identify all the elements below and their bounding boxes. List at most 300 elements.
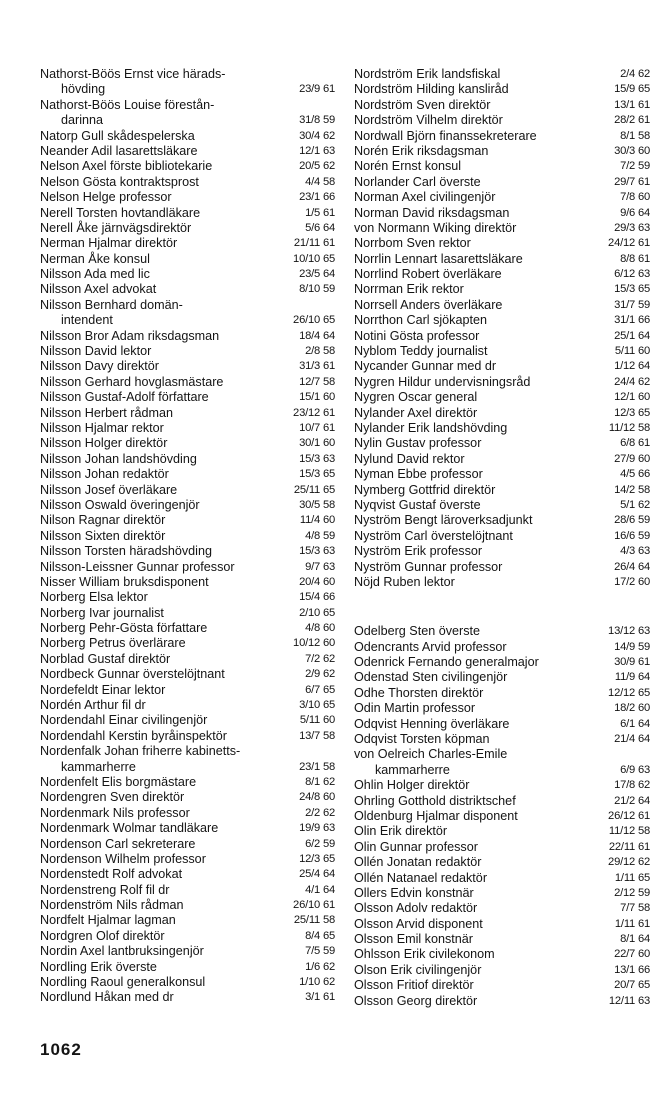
entry-name: Olsson Arvid disponent — [354, 916, 483, 931]
entry-name: Norberg Ivar journalist — [40, 605, 164, 620]
entry-line — [354, 978, 650, 993]
entry-name: Nordbeck Gunnar överstelöjtnant — [40, 667, 225, 682]
entry-date: 8/1 64 — [620, 933, 650, 946]
directory-entry — [40, 929, 335, 944]
entry-date: 26/10 61 — [293, 899, 335, 912]
entry-date: 1/6 62 — [305, 960, 335, 973]
entry-date: 25/11 65 — [293, 483, 335, 496]
entry-name: Nathorst-Böös Louise förestån- — [40, 97, 215, 112]
entry-line — [40, 206, 335, 221]
directory-entry — [40, 175, 335, 190]
directory-entry — [354, 221, 650, 236]
entry-line — [40, 452, 335, 467]
directory-entry — [40, 544, 335, 559]
directory-entry — [354, 483, 650, 498]
directory-entry — [40, 683, 335, 698]
entry-name: Nygren Oscar general — [354, 390, 478, 405]
entry-date: 20/5 62 — [299, 160, 335, 173]
directory-entry — [40, 590, 335, 605]
entry-line — [354, 483, 650, 498]
entry-date: 30/4 62 — [299, 129, 335, 142]
entry-name: Nilsson Johan redaktör — [40, 467, 169, 482]
entry-line — [40, 806, 335, 821]
entry-name: Nilson Ragnar direktör — [40, 513, 166, 528]
entry-date: 1/5 61 — [305, 206, 335, 219]
entry-name: Oldenburg Hjalmar disponent — [354, 808, 518, 823]
directory-entry — [40, 975, 335, 990]
directory-entry — [354, 175, 650, 190]
directory-entry — [40, 129, 335, 144]
entry-name: von Normann Wiking direktör — [354, 220, 517, 235]
entry-date: 23/5 64 — [299, 268, 335, 281]
directory-entry — [40, 421, 335, 436]
entry-date: 8/1 62 — [305, 775, 335, 788]
entry-name: Norlander Carl överste — [354, 174, 481, 189]
entry-line — [354, 282, 650, 297]
entry-name: Norblad Gustaf direktör — [40, 651, 171, 666]
entry-line — [40, 990, 335, 1005]
entry-date: 7/2 59 — [620, 160, 650, 173]
directory-entry — [40, 267, 335, 282]
entry-line — [354, 129, 650, 144]
directory-entry — [354, 375, 650, 390]
entry-name: Norrlin Lennart lasarettsläkare — [354, 251, 523, 266]
entry-date: 29/7 61 — [614, 175, 650, 188]
directory-entry — [354, 406, 650, 421]
directory-entry — [354, 144, 650, 159]
directory-entry — [354, 452, 650, 467]
entry-name: Ollers Edvin konstnär — [354, 885, 474, 900]
entry-line — [354, 701, 650, 716]
directory-entry — [354, 267, 650, 282]
entry-line — [40, 575, 335, 590]
directory-entry — [354, 947, 650, 962]
entry-line — [40, 359, 335, 374]
directory-entry — [354, 67, 650, 82]
directory-entry — [354, 978, 650, 993]
entry-name: Nilsson Josef överläkare — [40, 482, 178, 497]
entry-name: hövding — [61, 82, 106, 97]
entry-line — [354, 190, 650, 205]
entry-name: Nordlund Håkan med dr — [40, 990, 174, 1005]
directory-entry — [354, 917, 650, 932]
entry-line — [40, 344, 335, 359]
entry-date: 27/9 60 — [614, 452, 650, 465]
directory-entry — [40, 883, 335, 898]
entry-date: 2/10 65 — [299, 606, 335, 619]
entry-date: 19/9 63 — [299, 822, 335, 835]
directory-entry — [40, 98, 335, 129]
entry-line — [354, 778, 650, 793]
entry-date: 6/7 65 — [305, 683, 335, 696]
directory-entry — [354, 513, 650, 528]
entry-name: Odencrants Arvid professor — [354, 639, 507, 654]
entry-name: Nilsson Oswald överingenjör — [40, 497, 200, 512]
entry-line — [354, 901, 650, 916]
entry-line — [354, 452, 650, 467]
directory-entry — [40, 390, 335, 405]
entry-continuation — [40, 113, 335, 128]
directory-entry — [40, 206, 335, 221]
entry-name: Ohrling Gotthold distriktschef — [354, 793, 516, 808]
entry-date: 4/1 64 — [305, 883, 335, 896]
entry-name: Nordenstedt Rolf advokat — [40, 867, 183, 882]
directory-entry — [354, 344, 650, 359]
directory-entry — [354, 901, 650, 916]
entry-date: 15/9 65 — [614, 83, 650, 96]
entry-line — [354, 686, 650, 701]
entry-line — [40, 221, 335, 236]
entry-line — [354, 917, 650, 932]
entry-line — [40, 590, 335, 605]
directory-entry — [40, 729, 335, 744]
entry-line — [40, 929, 335, 944]
entry-name: Nordström Erik landsfiskal — [354, 67, 501, 81]
directory-entry — [354, 871, 650, 886]
section-gap — [354, 590, 650, 624]
entry-line — [354, 313, 650, 328]
entry-name: Nathorst-Böös Ernst vice härads- — [40, 67, 226, 81]
entry-name: Olin Gunnar professor — [354, 839, 478, 854]
entry-date: 24/4 62 — [614, 375, 650, 388]
entry-line — [40, 144, 335, 159]
entry-name: Nerell Torsten hovtandläkare — [40, 205, 201, 220]
n-section — [354, 67, 650, 590]
entry-line — [40, 606, 335, 621]
entry-date: 28/2 61 — [614, 114, 650, 127]
entry-date: 30/5 58 — [299, 498, 335, 511]
entry-date: 21/11 61 — [293, 237, 335, 250]
entry-date: 12/3 65 — [614, 406, 650, 419]
entry-line — [354, 375, 650, 390]
entry-line — [40, 621, 335, 636]
directory-entry — [354, 686, 650, 701]
entry-name: Norman David riksdagsman — [354, 205, 510, 220]
directory-entry — [354, 529, 650, 544]
entry-date: 24/12 61 — [608, 237, 650, 250]
entry-date: 2/4 62 — [620, 68, 650, 80]
directory-entry — [354, 113, 650, 128]
entry-name: Nordenfalk Johan friherre kabinetts- — [40, 744, 241, 759]
entry-line — [40, 375, 335, 390]
entry-name: Nordenson Wilhelm professor — [40, 851, 206, 866]
entry-line — [40, 252, 335, 267]
entry-date: 12/3 65 — [299, 852, 335, 865]
entry-line — [354, 206, 650, 221]
directory-entry — [40, 898, 335, 913]
entry-name: Nylander Axel direktör — [354, 405, 478, 420]
entry-name: Nyman Ebbe professor — [354, 467, 483, 482]
entry-date: 13/1 66 — [614, 963, 650, 976]
entry-name: Odqvist Henning överläkare — [354, 716, 510, 731]
directory-entry — [354, 436, 650, 451]
directory-entry — [354, 129, 650, 144]
entry-line — [40, 467, 335, 482]
entry-name: Olsson Emil konstnär — [354, 932, 473, 947]
entry-date: 15/4 66 — [299, 591, 335, 604]
entry-line — [354, 655, 650, 670]
directory-entry — [354, 390, 650, 405]
entry-line — [40, 406, 335, 421]
entry-line — [40, 652, 335, 667]
directory-entry — [354, 575, 650, 590]
entry-line — [354, 840, 650, 855]
entry-continuation — [40, 760, 335, 775]
entry-line — [40, 498, 335, 513]
entry-date: 20/7 65 — [614, 979, 650, 992]
entry-name: Nerman Hjalmar direktör — [40, 236, 178, 251]
entry-date: 6/8 61 — [620, 437, 650, 450]
entry-line — [40, 960, 335, 975]
entry-date: 26/12 61 — [608, 809, 650, 822]
entry-date: 26/10 65 — [293, 314, 335, 327]
entry-line — [40, 175, 335, 190]
directory-entry — [40, 144, 335, 159]
entry-date: 21/4 64 — [614, 733, 650, 746]
entry-date: 31/1 66 — [614, 314, 650, 327]
entry-line — [40, 560, 335, 575]
entry-line — [40, 898, 335, 913]
entry-date: 11/12 58 — [608, 825, 650, 838]
entry-line — [40, 190, 335, 205]
directory-entry — [40, 452, 335, 467]
entry-name: darinna — [61, 113, 104, 128]
directory-entry — [40, 252, 335, 267]
entry-line — [354, 252, 650, 267]
entry-date: 2/9 62 — [305, 668, 335, 681]
entry-line — [40, 544, 335, 559]
entry-date: 5/6 64 — [305, 221, 335, 234]
directory-entry — [354, 82, 650, 97]
entry-line — [40, 867, 335, 882]
entry-name: Norrman Erik rektor — [354, 282, 464, 297]
entry-date: 20/4 60 — [299, 575, 335, 588]
entry-line — [354, 344, 650, 359]
directory-entry — [354, 313, 650, 328]
entry-name: Nyqvist Gustaf överste — [354, 497, 481, 512]
entry-date: 4/5 66 — [620, 468, 650, 481]
entry-line — [40, 129, 335, 144]
entry-line — [354, 98, 650, 113]
directory-entry — [40, 867, 335, 882]
entry-name: Nordling Erik överste — [40, 959, 157, 974]
entry-name: Nyström Bengt läroverksadjunkt — [354, 513, 533, 528]
entry-name: Ollén Natanael redaktör — [354, 870, 488, 885]
entry-name: Olsson Fritiof direktör — [354, 978, 474, 993]
entry-name: Nordenström Nils rådman — [40, 898, 184, 913]
directory-entry — [354, 252, 650, 267]
entry-name: Nisser William bruksdisponent — [40, 574, 209, 589]
entry-line — [40, 821, 335, 836]
entry-date: 6/12 63 — [614, 268, 650, 281]
entry-name: Norén Ernst konsul — [354, 159, 462, 174]
entry-name: Olson Erik civilingenjör — [354, 962, 482, 977]
directory-entry — [40, 837, 335, 852]
entry-date: 12/11 63 — [608, 994, 650, 1007]
entry-name: Nöjd Ruben lektor — [354, 574, 455, 589]
entry-name: Nordefeldt Einar lektor — [40, 682, 166, 697]
entry-name: Nordling Raoul generalkonsul — [40, 975, 206, 990]
entry-line — [354, 640, 650, 655]
entry-name: Nylund David rektor — [354, 451, 465, 466]
entry-date: 13/1 61 — [614, 98, 650, 111]
entry-continuation — [354, 763, 650, 778]
entry-date: 13/7 58 — [299, 729, 335, 742]
entry-date: 2/8 58 — [305, 345, 335, 358]
entry-line — [40, 282, 335, 297]
entry-name: Odin Martin professor — [354, 701, 476, 716]
entry-name: Nordendahl Einar civilingenjör — [40, 713, 208, 728]
entry-name: Ohlsson Erik civilekonom — [354, 947, 495, 962]
entry-line — [354, 529, 650, 544]
o-section — [354, 624, 650, 1009]
entry-line — [354, 359, 650, 374]
entry-line — [354, 575, 650, 590]
entry-date: 8/8 61 — [620, 252, 650, 265]
directory-entry — [40, 159, 335, 174]
entry-name: kammarherre — [375, 762, 450, 777]
entry-date: 15/1 60 — [299, 391, 335, 404]
entry-name: Nilsson Davy direktör — [40, 359, 159, 374]
entry-name: Norberg Pehr-Gösta författare — [40, 621, 208, 636]
entry-line — [354, 824, 650, 839]
entry-line — [354, 175, 650, 190]
entry-line — [354, 221, 650, 236]
entry-date: 15/3 65 — [614, 283, 650, 296]
directory-entry — [40, 852, 335, 867]
directory-entry — [354, 624, 650, 639]
entry-date: 30/3 60 — [614, 144, 650, 157]
entry-name: Nygren Hildur undervisningsråd — [354, 374, 531, 389]
directory-entry — [354, 298, 650, 313]
entry-line — [354, 794, 650, 809]
entry-date: 18/4 64 — [299, 329, 335, 342]
entry-name: Nordenmark Nils professor — [40, 805, 190, 820]
entry-date: 2/12 59 — [614, 886, 650, 899]
entry-line — [354, 236, 650, 251]
entry-date: 12/12 65 — [608, 686, 650, 699]
entry-line — [354, 436, 650, 451]
entry-name: Nordström Hilding kansliråd — [354, 82, 509, 97]
entry-date: 7/7 58 — [620, 902, 650, 915]
entry-name: Nilsson Bror Adam riksdagsman — [40, 328, 220, 343]
entry-name: Odelberg Sten överste — [354, 624, 481, 639]
entry-name: Norrsell Anders överläkare — [354, 297, 503, 312]
entry-line — [354, 67, 650, 82]
entry-name: Nordenfelt Elis borgmästare — [40, 774, 197, 789]
directory-entry — [40, 221, 335, 236]
entry-line — [40, 683, 335, 698]
entry-name: Nyström Gunnar professor — [354, 559, 503, 574]
entry-name: Norrthon Carl sjökapten — [354, 313, 487, 328]
entry-date: 30/1 60 — [299, 437, 335, 450]
directory-entry — [40, 575, 335, 590]
entry-date: 23/1 58 — [299, 760, 335, 773]
directory-entry — [354, 359, 650, 374]
entry-name: Norman Axel civilingenjör — [354, 190, 496, 205]
entry-name: Nilsson Johan landshövding — [40, 451, 197, 466]
directory-entry — [40, 359, 335, 374]
directory-entry — [40, 744, 335, 775]
entry-name: von Oelreich Charles-Emile — [354, 747, 508, 762]
entry-date: 5/11 60 — [614, 345, 650, 358]
directory-entry — [354, 329, 650, 344]
entry-date: 10/10 65 — [293, 252, 335, 265]
entry-date: 10/12 60 — [293, 637, 335, 650]
entry-name: Nilsson Gerhard hovglasmästare — [40, 374, 224, 389]
entry-date: 2/2 62 — [305, 806, 335, 819]
entry-line — [354, 267, 650, 282]
entry-line — [354, 298, 650, 313]
directory-entry — [40, 775, 335, 790]
entry-name: Nyblom Teddy journalist — [354, 344, 488, 359]
entry-date: 15/3 65 — [299, 468, 335, 481]
entry-name: Nordenmark Wolmar tandläkare — [40, 821, 219, 836]
entry-line — [354, 670, 650, 685]
entry-date: 29/12 62 — [608, 856, 650, 869]
directory-entry — [40, 990, 335, 1005]
entry-name: Natorp Gull skådespelerska — [40, 128, 195, 143]
entry-date: 3/10 65 — [299, 699, 335, 712]
entry-line — [40, 852, 335, 867]
entry-line — [40, 913, 335, 928]
entry-line — [354, 544, 650, 559]
entry-line — [354, 421, 650, 436]
entry-name: Norrbom Sven rektor — [354, 236, 471, 251]
directory-entry — [40, 560, 335, 575]
directory-entry — [40, 806, 335, 821]
entry-line — [40, 298, 335, 313]
entry-line — [354, 732, 650, 747]
entry-name: Olsson Adolv redaktör — [354, 901, 478, 916]
entry-date: 5/1 62 — [620, 498, 650, 511]
entry-name: Nordwall Björn finanssekreterare — [354, 128, 537, 143]
entry-date: 23/9 61 — [299, 83, 335, 96]
directory-entry — [354, 994, 650, 1009]
entry-name: Norrlind Robert överläkare — [354, 267, 502, 282]
directory-entry — [354, 98, 650, 113]
directory-entry — [40, 698, 335, 713]
entry-line — [40, 267, 335, 282]
entry-name: Nyström Erik professor — [354, 544, 483, 559]
entry-name: Nylander Erik landshövding — [354, 420, 508, 435]
entry-date: 5/11 60 — [299, 714, 335, 727]
directory-entry — [354, 421, 650, 436]
entry-date: 7/2 62 — [305, 652, 335, 665]
entry-date: 14/2 58 — [614, 483, 650, 496]
directory-entry — [40, 621, 335, 636]
entry-name: Nordenson Carl sekreterare — [40, 836, 196, 851]
directory-entry — [40, 406, 335, 421]
entry-line — [354, 855, 650, 870]
directory-entry — [354, 732, 650, 747]
entry-line — [40, 837, 335, 852]
entry-line — [354, 390, 650, 405]
entry-date: 30/9 61 — [614, 656, 650, 669]
entry-date: 14/9 59 — [614, 640, 650, 653]
right-column — [354, 67, 650, 1009]
entry-date: 31/3 61 — [299, 360, 335, 373]
entry-name: Norén Erik riksdagsman — [354, 143, 489, 158]
entry-name: Nycander Gunnar med dr — [354, 359, 497, 374]
entry-date: 4/4 58 — [305, 175, 335, 188]
entry-date: 12/1 60 — [614, 391, 650, 404]
entry-name: Nelson Gösta kontraktsprost — [40, 174, 199, 189]
directory-entry — [40, 329, 335, 344]
entry-line — [354, 717, 650, 732]
directory-entry — [40, 190, 335, 205]
entry-date: 1/12 64 — [614, 360, 650, 373]
